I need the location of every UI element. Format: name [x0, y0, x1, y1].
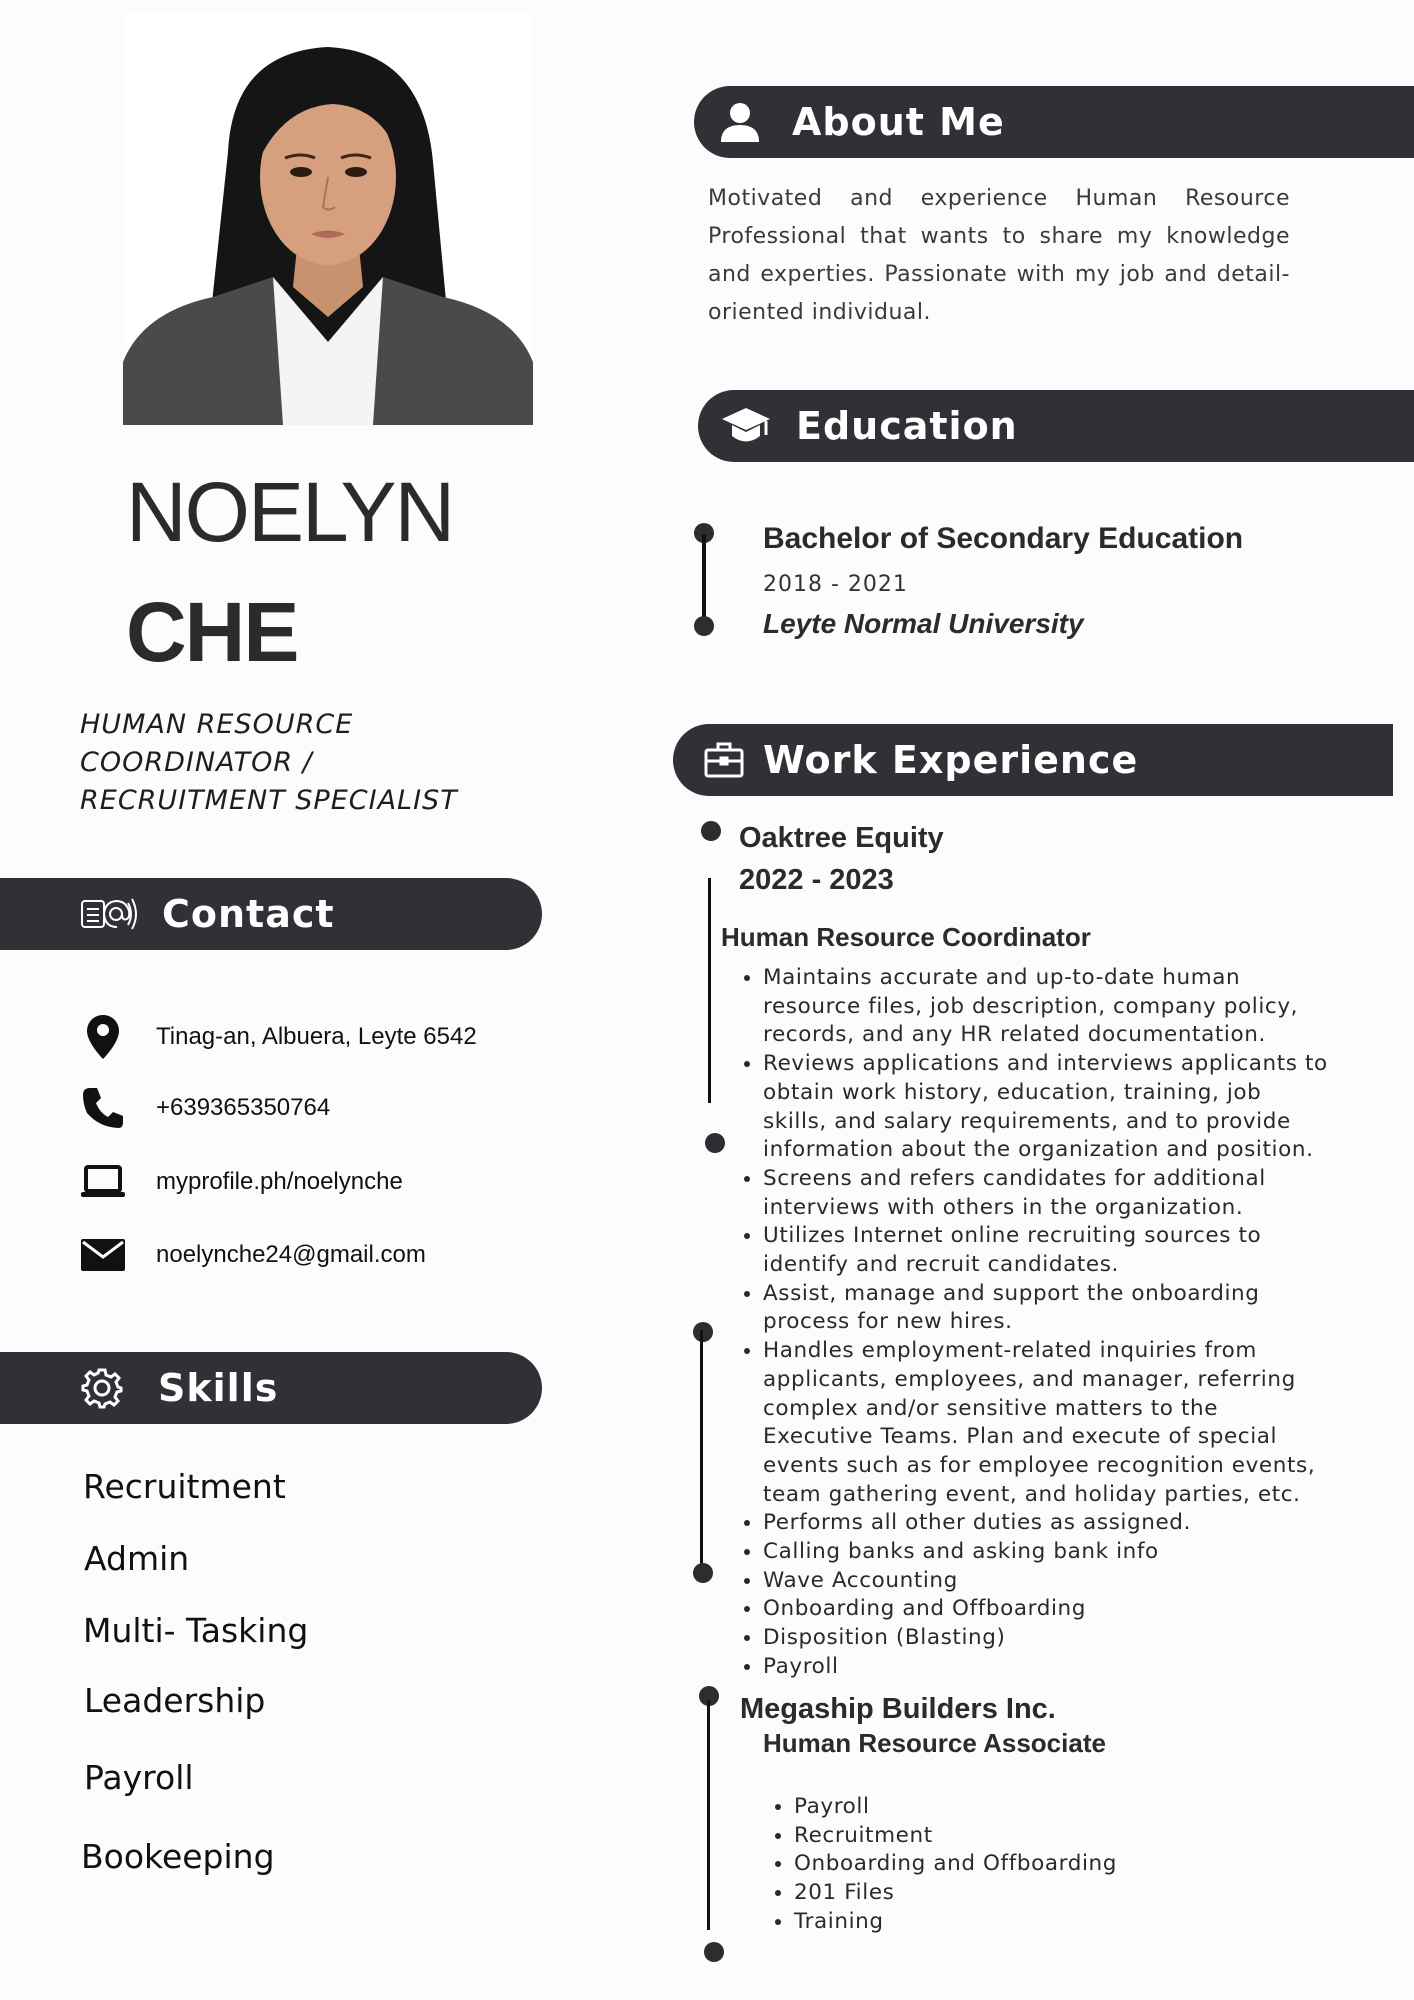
headline-line: COORDINATOR / [80, 747, 313, 778]
gear-icon [80, 1367, 124, 1409]
duty-item: • Recruitment [794, 1822, 1214, 1851]
education-title: Education [796, 404, 1018, 448]
skills-title: Skills [158, 1366, 279, 1410]
profile-photo [123, 12, 533, 425]
contact-title: Contact [162, 892, 335, 936]
duty-item: • Utilizes Internet online recruiting sources to identify and recruit candidates. [763, 1222, 1331, 1279]
location-pin-icon [78, 1015, 128, 1059]
headline-line: RECRUITMENT SPECIALIST [80, 785, 458, 816]
envelope-icon [78, 1238, 128, 1272]
duty-item: • Screens and refers candidates for additional interviews with others in the organization. [763, 1165, 1331, 1222]
education-section-header [698, 390, 1414, 462]
education-years: 2018 - 2021 [763, 572, 908, 597]
email-at-icon [80, 891, 142, 937]
timeline-dot [705, 1133, 725, 1153]
timeline-dot [701, 821, 721, 841]
job-duties-list [737, 964, 1331, 1682]
duty-item: • Wave Accounting [763, 1567, 1331, 1596]
phone-icon [78, 1086, 128, 1130]
duty-item: • Training [794, 1908, 1214, 1937]
skill-item: Multi- Tasking [83, 1611, 309, 1650]
contact-address [78, 1017, 477, 1057]
duty-item: • Assist, manage and support the onboarding process for new hires. [763, 1280, 1331, 1337]
duty-item: • Disposition (Blasting) [763, 1624, 1331, 1653]
headline-line: HUMAN RESOURCE [80, 709, 354, 740]
duty-item: • Onboarding and Offboarding [794, 1850, 1214, 1879]
about-title: About Me [792, 100, 1005, 144]
job-role: Human Resource Coordinator [721, 922, 1091, 952]
timeline-dot [693, 1563, 713, 1583]
email-link[interactable]: noelynche24@gmail.com [156, 1241, 426, 1268]
job-years: 2022 - 2023 [739, 864, 894, 896]
timeline-dot [704, 1942, 724, 1962]
duty-item: • Reviews applications and interviews applicants to obtain work history, education, training, job skills, and salary requirements, and to provide information about the organization and position. [763, 1050, 1331, 1165]
timeline-dot [693, 1322, 713, 1342]
duty-item: • Payroll [763, 1653, 1331, 1682]
skill-item: Leadership [84, 1681, 266, 1720]
contact-website [78, 1162, 403, 1202]
duty-item: • Handles employment-related inquiries from applicants, employees, and manager, referring complex and/or sensitive matters to the Executive Teams. Plan and execute of special events such as for employee recognition events, team gathering event, and holiday parties, etc. [763, 1337, 1331, 1509]
phone-text[interactable]: +639365350764 [156, 1094, 331, 1121]
skill-item: Admin [84, 1539, 190, 1578]
job-role: Human Resource Associate [763, 1728, 1106, 1758]
job-headline [80, 706, 540, 820]
skill-item: Recruitment [83, 1467, 286, 1506]
duty-item: • Payroll [794, 1793, 1214, 1822]
timeline-line [708, 878, 711, 1103]
duty-item: • Maintains accurate and up-to-date human resource files, job description, company policy, records, and any HR related documentation. [763, 964, 1331, 1050]
school-name: Leyte Normal University [763, 608, 1084, 639]
graduation-cap-icon [720, 405, 772, 447]
duty-item: • Performs all other duties as assigned. [763, 1509, 1331, 1538]
address-text: Tinag-an, Albuera, Leyte 6542 [156, 1023, 477, 1050]
duty-item: • 201 Files [794, 1879, 1214, 1908]
contact-phone [78, 1088, 330, 1128]
timeline-line [700, 1330, 703, 1570]
about-paragraph: Motivated and experience Human Resource Professional that wants to share my knowledge and experties. Passionate with my job and detail-oriented individual. [708, 186, 1290, 325]
company-name: Megaship Builders Inc. [740, 1693, 1056, 1725]
laptop-icon [78, 1165, 128, 1199]
job-duties-list [768, 1793, 1214, 1937]
first-name: NOELYN [126, 465, 454, 559]
about-section-header [694, 86, 1414, 158]
skill-item: Payroll [84, 1758, 194, 1797]
website-link[interactable]: myprofile.ph/noelynche [156, 1168, 403, 1195]
timeline-line [702, 535, 706, 625]
timeline-line [707, 1700, 710, 1930]
skills-section-header [0, 1352, 542, 1424]
duty-item: • Calling banks and asking bank info [763, 1538, 1331, 1567]
company-name: Oaktree Equity [739, 822, 944, 854]
duty-item: • Onboarding and Offboarding [763, 1595, 1331, 1624]
contact-section-header [0, 878, 542, 950]
timeline-dot [694, 616, 714, 636]
contact-email [78, 1235, 426, 1275]
work-title: Work Experience [763, 738, 1139, 782]
briefcase-icon [703, 741, 745, 779]
user-icon [720, 102, 760, 142]
skill-item: Bookeeping [81, 1837, 275, 1876]
last-name: CHE [126, 585, 298, 679]
work-section-header [673, 724, 1393, 796]
degree-title: Bachelor of Secondary Education [763, 522, 1244, 555]
